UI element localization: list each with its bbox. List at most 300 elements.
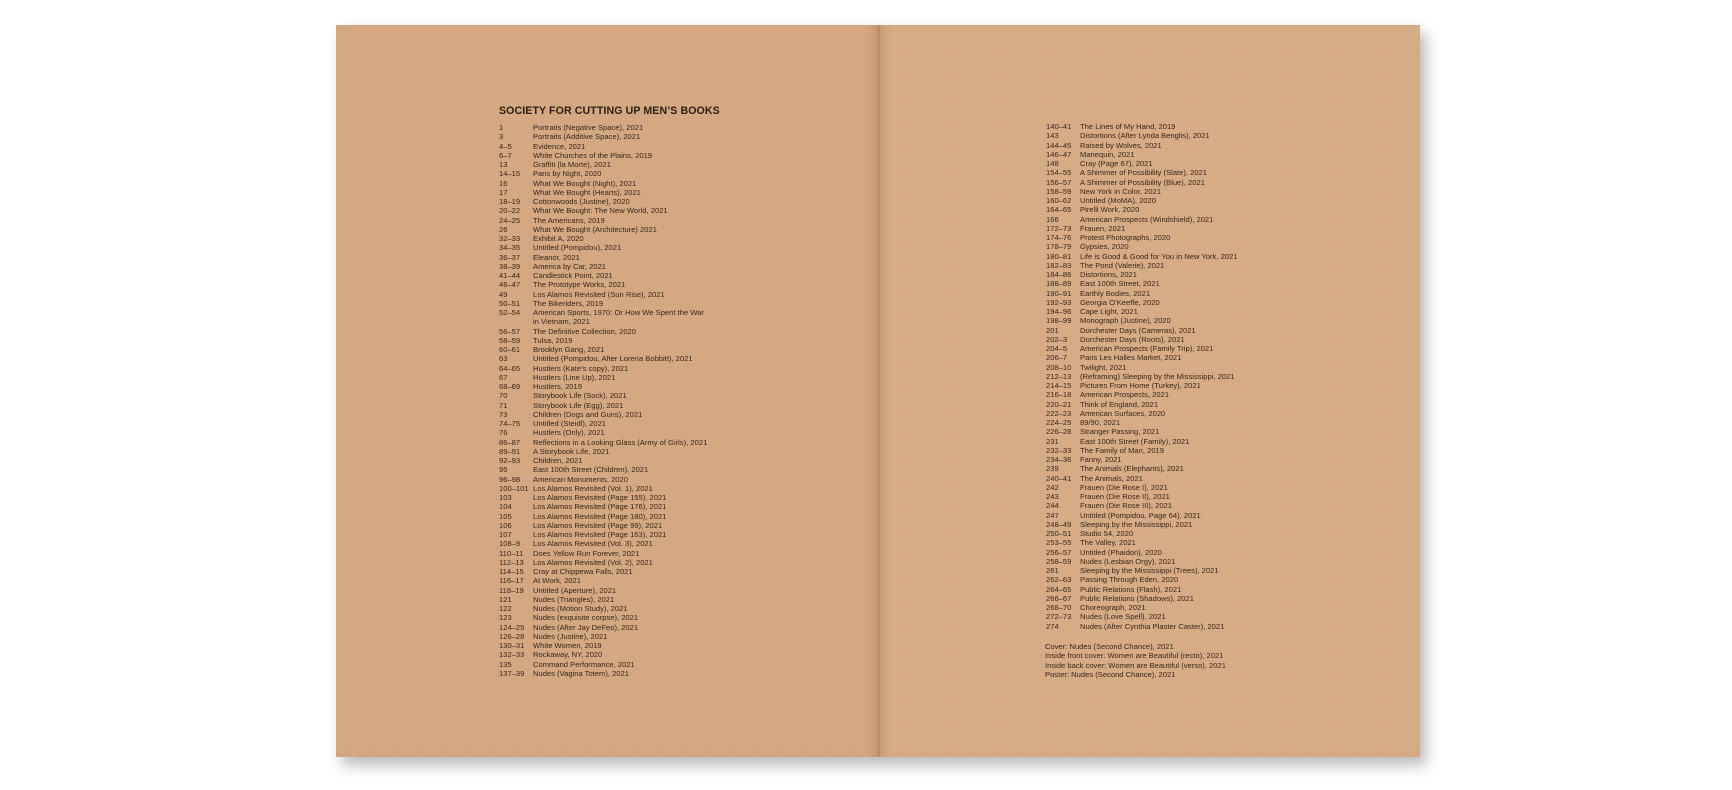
entry-page-number: 89–91: [499, 446, 521, 456]
entry-title: Earthly Bodies, 2021: [1080, 288, 1151, 298]
contents-entry: [499, 660, 707, 669]
contents-entry: [499, 567, 707, 576]
contents-entry: [499, 641, 707, 650]
entry-page-number: 222–23: [1046, 408, 1072, 418]
contents-entry: [1046, 483, 1237, 492]
entry-title: Los Alamos Revisited (Page 163), 2021: [533, 530, 667, 539]
contents-entry: [1046, 594, 1237, 603]
entry-title: Exhibit A, 2020: [533, 234, 584, 243]
entry-page-number: 50–51: [499, 298, 521, 308]
entry-page-number: 172–73: [1046, 223, 1072, 233]
entry-page-number: 262–63: [1046, 575, 1072, 585]
entry-page-number: 123: [499, 613, 512, 623]
contents-entry: [499, 271, 707, 280]
contents-entry: [1046, 279, 1237, 288]
entry-title: Los Alamos Revisited (Page 155), 2021: [533, 493, 667, 502]
contents-entry: [499, 354, 707, 363]
entry-title: American Prospects (Family Trip), 2021: [1080, 344, 1214, 353]
entry-page-number: 178–79: [1046, 242, 1072, 252]
entry-title: Paris Les Halles Market, 2021: [1080, 353, 1182, 363]
entry-page-number: 96–98: [499, 474, 521, 484]
entry-title: America by Car, 2021: [533, 261, 607, 271]
contents-entry: [1046, 501, 1237, 510]
entry-page-number: 194–96: [1046, 307, 1072, 316]
entry-page-number: 60–61: [499, 345, 521, 354]
entry-page-number: 17: [499, 187, 508, 197]
contents-entry: [1046, 538, 1237, 547]
entry-title: Stranger Passing, 2021: [1080, 427, 1160, 437]
entry-page-number: 274: [1046, 621, 1059, 631]
contents-entry: [499, 428, 707, 437]
entry-page-number: 148: [1046, 159, 1059, 168]
contents-entry: [1046, 409, 1237, 418]
entry-title: The Bikeriders, 2019: [533, 298, 604, 308]
entry-page-number: 63: [499, 354, 508, 364]
entry-title: Monograph (Justine), 2020: [1080, 316, 1171, 326]
entry-title: Choreograph, 2021: [1080, 603, 1146, 612]
contents-entry: [499, 530, 707, 539]
entry-page-number: 231: [1046, 436, 1059, 446]
entry-title: Nudes (After Jay DeFeo), 2021: [533, 622, 639, 632]
entry-page-number: 126–28: [499, 631, 525, 641]
entry-title: Fanny, 2021: [1080, 455, 1122, 464]
entry-title: Nudes (exquisite corpse), 2021: [533, 613, 639, 623]
entry-page-number: 160–62: [1046, 196, 1072, 205]
cover-note: Inside front cover: Women are Beautiful (recto), 2021: [1045, 651, 1224, 661]
entry-page-number: 214–15: [1046, 381, 1072, 390]
entry-page-number: 114–15: [499, 567, 524, 576]
entry-page-number: 122: [499, 604, 512, 613]
entry-page-number: 140–41: [1046, 122, 1072, 131]
entry-page-number: 212–13: [1046, 371, 1072, 381]
entry-title: Nudes (Vagina Totem), 2021: [533, 668, 629, 678]
entry-title: Nudes (Justine), 2021: [533, 631, 608, 641]
contents-entry: [499, 456, 707, 465]
entry-title: East 100th Street, 2021: [1080, 279, 1160, 289]
contents-entry: [499, 299, 707, 308]
entry-title: Evidence, 2021: [533, 141, 586, 151]
contents-list-left: [499, 123, 707, 678]
entry-title: Life is Good & Good for You in New York, 2021: [1080, 251, 1238, 261]
contents-entry: [1046, 566, 1237, 575]
contents-entry: [499, 206, 707, 215]
contents-entry: [1046, 390, 1237, 399]
entry-page-number: 261: [1046, 566, 1059, 575]
entry-page-number: 256–57: [1046, 547, 1072, 557]
contents-entry: [1046, 326, 1237, 335]
entry-title: Storybook Life (Egg), 2021: [533, 400, 624, 410]
contents-entry: [499, 401, 707, 410]
entry-title: The Family of Man, 2019: [1080, 445, 1164, 455]
entry-title: The Animals (Elephants), 2021: [1080, 464, 1184, 474]
contents-entry: [1046, 344, 1237, 353]
entry-title: Nudes (Love Spell), 2021: [1080, 612, 1166, 622]
contents-entry: [1046, 520, 1237, 529]
entry-title: Portraits (Additive Space), 2021: [533, 132, 641, 142]
entry-title: The Animals, 2021: [1080, 473, 1143, 483]
entry-title: Eleanor, 2021: [533, 252, 580, 262]
cover-note: Inside back cover: Women are Beautiful (verso), 2021: [1045, 660, 1226, 670]
contents-entry: [1046, 548, 1237, 557]
entry-page-number: 253–55: [1046, 538, 1072, 548]
entry-title: The Definitive Collection, 2020: [533, 326, 636, 336]
entry-title: The Valley, 2021: [1080, 538, 1136, 548]
entry-page-number: 250–51: [1046, 529, 1072, 538]
entry-page-number: 130–31: [499, 641, 525, 650]
contents-entry: [1046, 242, 1237, 251]
contents-entry: [1046, 289, 1237, 298]
entry-page-number: 182–83: [1046, 260, 1072, 270]
entry-page-number: 20–22: [499, 206, 521, 216]
contents-entry: [499, 539, 707, 548]
contents-entry: [1046, 196, 1237, 205]
entry-page-number: 190–91: [1046, 288, 1072, 298]
contents-entry: [499, 465, 707, 474]
cover-note: Poster: Nudes (Second Chance), 2021: [1045, 669, 1176, 679]
contents-entry: [499, 475, 707, 484]
contents-entry: [1046, 150, 1237, 159]
entry-title: Studio 54, 2020: [1080, 529, 1134, 538]
entry-page-number: 14–15: [499, 169, 521, 179]
entry-title: At Work, 2021: [533, 576, 581, 586]
entry-title: Frauen (Die Rose I), 2021: [1080, 482, 1168, 492]
entry-page-number: 26: [499, 224, 508, 234]
entry-title: Children (Dogs and Guns), 2021: [533, 409, 643, 419]
entry-title: Public Relations (Shadows), 2021: [1080, 593, 1194, 603]
entry-page-number: 76: [499, 428, 508, 438]
contents-entry: [1046, 363, 1237, 372]
entry-page-number: 226–28: [1046, 427, 1072, 437]
entry-title: Distortions (After Lynda Benglis), 2021: [1080, 131, 1210, 141]
entry-title: Sleeping by the Mississippi, 2021: [1080, 519, 1193, 529]
entry-title: American Monuments, 2020: [533, 474, 628, 484]
entry-page-number: 188–89: [1046, 279, 1072, 289]
entry-page-number: 240–41: [1046, 473, 1072, 483]
entry-page-number: 220–21: [1046, 399, 1072, 409]
contents-entry: [1046, 427, 1237, 436]
entry-title: The Americans, 2019: [533, 215, 605, 225]
entry-page-number: 116–17: [499, 576, 524, 586]
contents-entry: [499, 132, 707, 141]
book-gutter: [878, 25, 880, 757]
contents-entry: [1046, 474, 1237, 483]
contents-entry: [1046, 178, 1237, 187]
entry-page-number: 244: [1046, 501, 1059, 511]
contents-entry: [499, 169, 707, 178]
contents-entry: [499, 262, 707, 271]
contents-entry: [1046, 159, 1237, 168]
contents-entry: [499, 558, 707, 567]
entry-page-number: 234–36: [1046, 455, 1072, 464]
entry-page-number: 174–76: [1046, 233, 1072, 242]
contents-entry: [1046, 418, 1237, 427]
contents-entry: [1046, 252, 1237, 261]
entry-page-number: 164–65: [1046, 205, 1072, 215]
entry-page-number: 108–9: [499, 539, 521, 549]
entry-title: The Prototype Works, 2021: [533, 280, 626, 290]
entry-page-number: 6–7: [499, 150, 512, 160]
contents-entry: [499, 216, 707, 225]
entry-title: Hustlers (Line Up), 2021: [533, 372, 616, 382]
entry-title: White Women, 2019: [533, 641, 602, 650]
contents-entry: [1046, 224, 1237, 233]
contents-entry: [1046, 122, 1237, 131]
entry-page-number: 41–44: [499, 271, 521, 280]
entry-title: Portraits (Negative Space), 2021: [533, 123, 644, 132]
entry-title: Untitled (Phaidon), 2020: [1080, 547, 1162, 557]
entry-page-number: 105: [499, 511, 512, 521]
contents-entry: [499, 613, 707, 622]
entry-title: Brooklyn Gang, 2021: [533, 345, 605, 354]
contents-entry: [1046, 298, 1237, 307]
entry-page-number: 208–10: [1046, 362, 1072, 372]
entry-page-number: 144–45: [1046, 140, 1072, 150]
contents-entry: [1046, 511, 1237, 520]
contents-entry: [1046, 622, 1237, 631]
contents-entry: [499, 364, 707, 373]
contents-entry: [499, 512, 707, 521]
contents-entry: [1046, 464, 1237, 473]
entry-page-number: 137–39: [499, 668, 525, 678]
entry-page-number: 166: [1046, 214, 1059, 224]
entry-title: Nudes (Lesbian Orgy), 2021: [1080, 556, 1176, 566]
entry-page-number: 242: [1046, 482, 1059, 492]
entry-page-number: 34–35: [499, 243, 521, 253]
entry-title: Command Performance, 2021: [533, 659, 635, 669]
contents-entry: [499, 623, 707, 632]
contents-entry: [1046, 141, 1237, 150]
entry-page-number: 70: [499, 391, 508, 401]
entry-title: Candlestick Point, 2021: [533, 271, 613, 280]
left-page: [336, 25, 879, 757]
entry-page-number: 106: [499, 520, 512, 530]
entry-page-number: 154–55: [1046, 168, 1072, 178]
contents-entry: [499, 438, 707, 447]
entry-title: Untitled (Pompidou, After Lorena Bobbitt), 2021: [533, 354, 693, 364]
cover-note: Cover: Nudes (Second Chance), 2021: [1045, 642, 1174, 651]
entry-page-number: 86–87: [499, 437, 521, 447]
entry-page-number: 58–59: [499, 335, 521, 345]
entry-page-number: 204–5: [1046, 344, 1068, 353]
entry-title: Rockaway, NY, 2020: [533, 650, 603, 660]
entry-title: Los Alamos Revisited (Page 180), 2021: [533, 511, 667, 521]
entry-title: Pictures From Home (Turkey), 2021: [1080, 381, 1201, 390]
entry-title: Untitled (Aperture), 2021: [533, 585, 617, 595]
entry-page-number: 52–54: [499, 308, 521, 317]
entry-title: Think of England, 2021: [1080, 399, 1159, 409]
contents-entry: [499, 280, 707, 289]
entry-page-number: 92–93: [499, 456, 521, 465]
book-spread: [336, 25, 1420, 757]
entry-page-number: 266–67: [1046, 593, 1072, 603]
entry-page-number: 56–57: [499, 326, 521, 336]
entry-title: Distortions, 2021: [1080, 270, 1137, 279]
entry-page-number: 239: [1046, 464, 1059, 474]
entry-title: Georgia O’Keeffe, 2020: [1080, 297, 1160, 307]
entry-page-number: 16: [499, 178, 508, 188]
contents-entry: [499, 604, 707, 613]
entry-page-number: 121: [499, 594, 512, 604]
entry-page-number: 258–59: [1046, 556, 1072, 566]
entry-page-number: 247: [1046, 510, 1059, 520]
entry-title: Los Alamos Revisited (Vol. 1), 2021: [533, 483, 653, 493]
contents-entry: [499, 234, 707, 243]
contents-entry: [499, 290, 707, 299]
contents-entry: [499, 197, 707, 206]
contents-entry: [1046, 353, 1237, 362]
entry-title: The Pond (Valerie), 2021: [1080, 260, 1165, 270]
entry-title: Frauen (Die Rose III), 2021: [1080, 501, 1173, 511]
entry-title: Raised by Wolves, 2021: [1080, 140, 1162, 150]
entry-title: What We Bought: The New World, 2021: [533, 206, 668, 216]
contents-entry: [499, 493, 707, 502]
entry-page-number: 143: [1046, 131, 1059, 141]
entry-title: What We Bought (Architecture) 2021: [533, 224, 657, 234]
entry-title: Public Relations (Flash), 2021: [1080, 584, 1182, 594]
contents-entry: [1046, 215, 1237, 224]
entry-title: Cray at Chippewa Falls, 2021: [533, 567, 633, 576]
page-heading: SOCIETY FOR CUTTING UP MEN’S BOOKS: [499, 105, 720, 117]
contents-entry: [499, 308, 707, 317]
entry-title: East 100th Street (Children), 2021: [533, 465, 649, 475]
contents-entry: [1046, 603, 1237, 612]
entry-title: A Shimmer of Possibility (Slate), 2021: [1080, 168, 1208, 178]
entry-page-number: 268–70: [1046, 603, 1072, 612]
entry-title: American Sports, 1970: Or How We Spent the War: [533, 308, 704, 317]
entry-page-number: 243: [1046, 492, 1059, 501]
entry-page-number: 38–39: [499, 261, 521, 271]
entry-page-number: 4–5: [499, 141, 512, 151]
entry-title: A Shimmer of Possibility (Blue), 2021: [1080, 177, 1205, 187]
contents-entry: [499, 586, 707, 595]
entry-page-number: 232–33: [1046, 445, 1072, 455]
contents-entry: [499, 345, 707, 354]
contents-entry: [499, 160, 707, 169]
contents-entry: [499, 650, 707, 659]
entry-title: A Storybook Life, 2021: [533, 446, 610, 456]
entry-title: Los Alamos Revisited (Page 176), 2021: [533, 502, 667, 512]
contents-entry: [499, 336, 707, 345]
entry-page-number: 67: [499, 372, 508, 382]
contents-entry: [1046, 187, 1237, 196]
entry-page-number: 201: [1046, 325, 1059, 335]
contents-entry: [1046, 492, 1237, 501]
contents-entry: [1046, 335, 1237, 344]
contents-entry: [1046, 575, 1237, 584]
cover-notes: [1045, 642, 1226, 679]
entry-title: Los Alamos Revisited (Vol. 2), 2021: [533, 557, 653, 567]
entry-title: (Reframing) Sleeping by the Mississippi, 2021: [1080, 371, 1235, 381]
contents-entry: [1046, 168, 1237, 177]
contents-entry: [1046, 372, 1237, 381]
contents-entry: [499, 317, 707, 326]
contents-entry: [499, 419, 707, 428]
entry-title: Dorchester Days (Cameras), 2021: [1080, 325, 1196, 335]
entry-title: What We Bought (Hearts), 2021: [533, 187, 641, 197]
entry-title: Gypsies, 2020: [1080, 242, 1129, 252]
entry-page-number: 71: [499, 400, 508, 410]
contents-entry: [1046, 307, 1237, 316]
contents-entry: [499, 447, 707, 456]
entry-title: Nudes (After Cynthia Plaster Caster), 2021: [1080, 621, 1225, 631]
entry-title: Los Alamos Revisited (Page 99), 2021: [533, 520, 663, 530]
entry-page-number: [499, 317, 533, 326]
contents-entry: [1046, 233, 1237, 242]
entry-title: East 100th Street (Family), 2021: [1080, 436, 1190, 446]
entry-title: American Prospects, 2021: [1080, 390, 1170, 400]
entry-title: Protest Photographs, 2020: [1080, 233, 1171, 242]
entry-page-number: 68–69: [499, 382, 521, 391]
entry-page-number: 95: [499, 465, 508, 475]
entry-title: Cape Light, 2021: [1080, 307, 1138, 316]
entry-title: Frauen, 2021: [1080, 223, 1126, 233]
contents-entry: [499, 142, 707, 151]
entry-page-number: 202–3: [1046, 334, 1068, 344]
entry-title: Los Alamos Revisited (Vol. 3), 2021: [533, 539, 653, 549]
entry-page-number: 180–81: [1046, 251, 1072, 261]
entry-title: Cray (Page 67), 2021: [1080, 159, 1153, 168]
entry-page-number: 36–37: [499, 252, 521, 262]
entry-title: Manequin, 2021: [1080, 149, 1135, 159]
entry-page-number: 100–101: [499, 483, 529, 493]
entry-page-number: 103: [499, 493, 512, 502]
contents-entry: [1046, 400, 1237, 409]
entry-page-number: 64–65: [499, 363, 521, 373]
entry-title: Reflections in a Looking Glass (Army of Girls), 2021: [533, 437, 708, 447]
contents-entry: [499, 382, 707, 391]
contents-entry: [499, 373, 707, 382]
contents-entry: [1046, 270, 1237, 279]
entry-page-number: 118–19: [499, 585, 524, 595]
entry-page-number: 3: [499, 132, 504, 142]
entry-page-number: 107: [499, 530, 512, 539]
contents-entry: [499, 484, 707, 493]
contents-entry: [499, 391, 707, 400]
contents-entry: [499, 179, 707, 188]
entry-title: Frauen (Die Rose II), 2021: [1080, 492, 1170, 501]
entry-title: 89/90, 2021: [1080, 418, 1121, 427]
entry-title: Cottonwoods (Justine), 2020: [533, 197, 630, 206]
entry-title: Untitled (Steidl), 2021: [533, 419, 607, 428]
entry-title: American Prospects (Windshield), 2021: [1080, 214, 1214, 224]
entry-title: New York in Color, 2021: [1080, 186, 1162, 196]
entry-title: Hustlers (Kate’s copy), 2021: [533, 363, 629, 373]
entry-title: Storybook Life (Sock), 2021: [533, 391, 627, 401]
entry-page-number: 272–73: [1046, 612, 1072, 622]
contents-entry: [499, 243, 707, 252]
entry-page-number: 224–25: [1046, 418, 1072, 427]
contents-entry: [1046, 446, 1237, 455]
entry-page-number: 74–75: [499, 419, 521, 428]
entry-page-number: 104: [499, 502, 512, 512]
contents-entry: [1046, 205, 1237, 214]
entry-page-number: 18–19: [499, 197, 521, 206]
contents-entry: [499, 123, 707, 132]
entry-page-number: 156–57: [1046, 177, 1072, 187]
contents-entry: [499, 253, 707, 262]
entry-title: Tulsa, 2019: [533, 335, 573, 345]
entry-page-number: 158–59: [1046, 186, 1072, 196]
contents-entry: [1046, 381, 1237, 390]
contents-entry: [1046, 529, 1237, 538]
contents-entry: [499, 549, 707, 558]
entry-page-number: 198–99: [1046, 316, 1072, 326]
contents-entry: [499, 576, 707, 585]
entry-title: Children, 2021: [533, 456, 583, 465]
entry-page-number: 135: [499, 659, 512, 669]
entry-title: The Lines of My Hand, 2019: [1080, 122, 1176, 131]
contents-entry: [499, 669, 707, 678]
